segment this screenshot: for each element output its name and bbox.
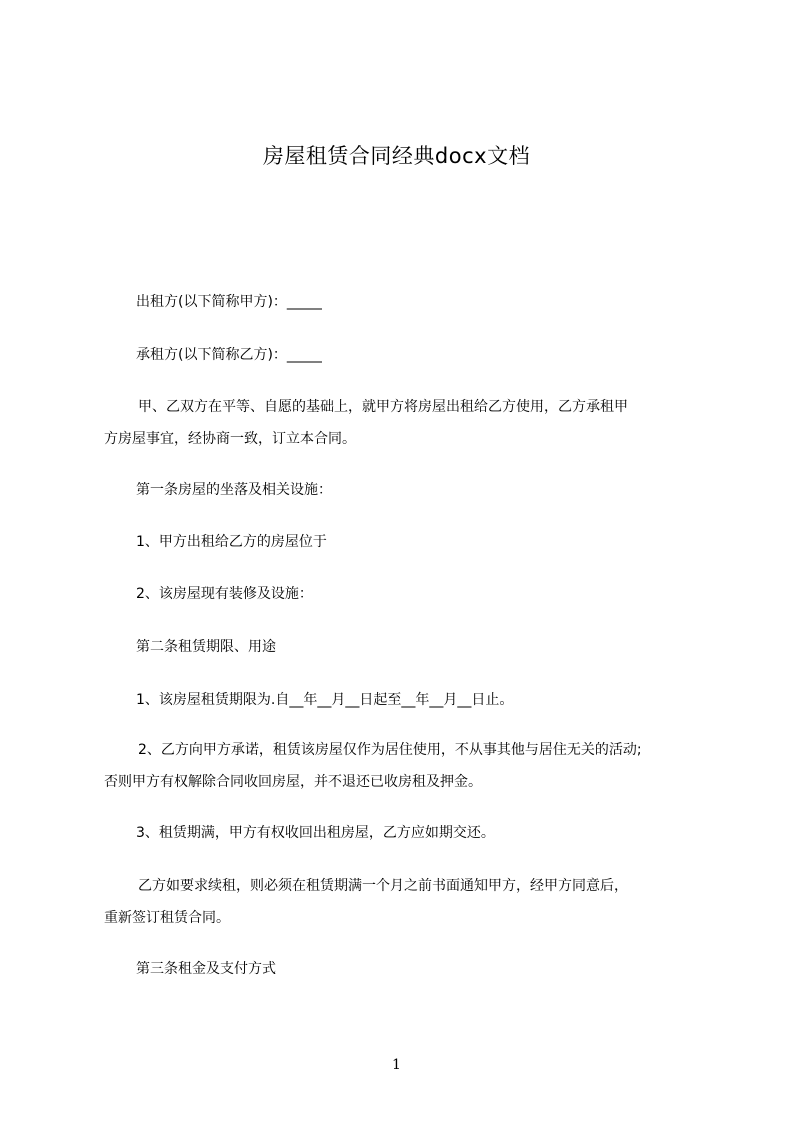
paragraph-line: 第二条租赁期限、用途 — [136, 639, 276, 655]
paragraph-line: 2、乙方向甲方承诺，租赁该房屋仅作为居住使用，不从事其他与居住无关的活动; — [138, 742, 642, 758]
paragraph-line: 否则甲方有权解除合同收回房屋，并不退还已收房租及押金。 — [104, 774, 482, 790]
paragraph-item — [104, 526, 736, 558]
paragraph-line: 甲、乙双方在平等、自愿的基础上，就甲方将房屋出租给乙方使用，乙方承租甲 — [138, 399, 628, 415]
paragraph-line: 1、甲方出租给乙方的房屋位于 — [136, 534, 327, 550]
paragraph-lessor — [104, 286, 736, 318]
paragraph-item — [104, 578, 736, 610]
paragraph-renewal — [104, 870, 704, 934]
paragraph-item — [104, 734, 704, 798]
paragraph-line: 第三条租金及支付方式 — [136, 961, 276, 977]
paragraph-line: 2、该房屋现有装修及设施： — [136, 586, 313, 602]
article-two-heading — [104, 631, 736, 663]
paragraph-line: 出租方(以下简称甲方)：_____ — [136, 294, 322, 310]
page-number: 1 — [392, 1057, 401, 1073]
paragraph-line: 承租方(以下简称乙方)：_____ — [136, 347, 322, 363]
article-one-heading — [104, 474, 736, 506]
paragraph-item — [104, 684, 736, 716]
paragraph-line: 方房屋事宜，经协商一致，订立本合同。 — [104, 431, 356, 447]
paragraph-line: 3、租赁期满，甲方有权收回出租房屋，乙方应如期交还。 — [136, 825, 495, 841]
document-title: 房屋租赁合同经典docx文档 — [262, 144, 531, 168]
paragraph-item — [104, 817, 736, 849]
paragraph-line: 重新签订租赁合同。 — [104, 910, 230, 926]
paragraph-preamble — [104, 391, 704, 455]
article-three-heading — [104, 953, 736, 985]
paragraph-line: 1、该房屋租赁期限为.自__年__月__日起至__年__月__日止。 — [136, 692, 514, 708]
paragraph-lessee — [104, 339, 736, 371]
paragraph-line: 乙方如要求续租，则必须在租赁期满一个月之前书面通知甲方，经甲方同意后， — [138, 878, 628, 894]
paragraph-line: 第一条房屋的坐落及相关设施： — [136, 482, 332, 498]
